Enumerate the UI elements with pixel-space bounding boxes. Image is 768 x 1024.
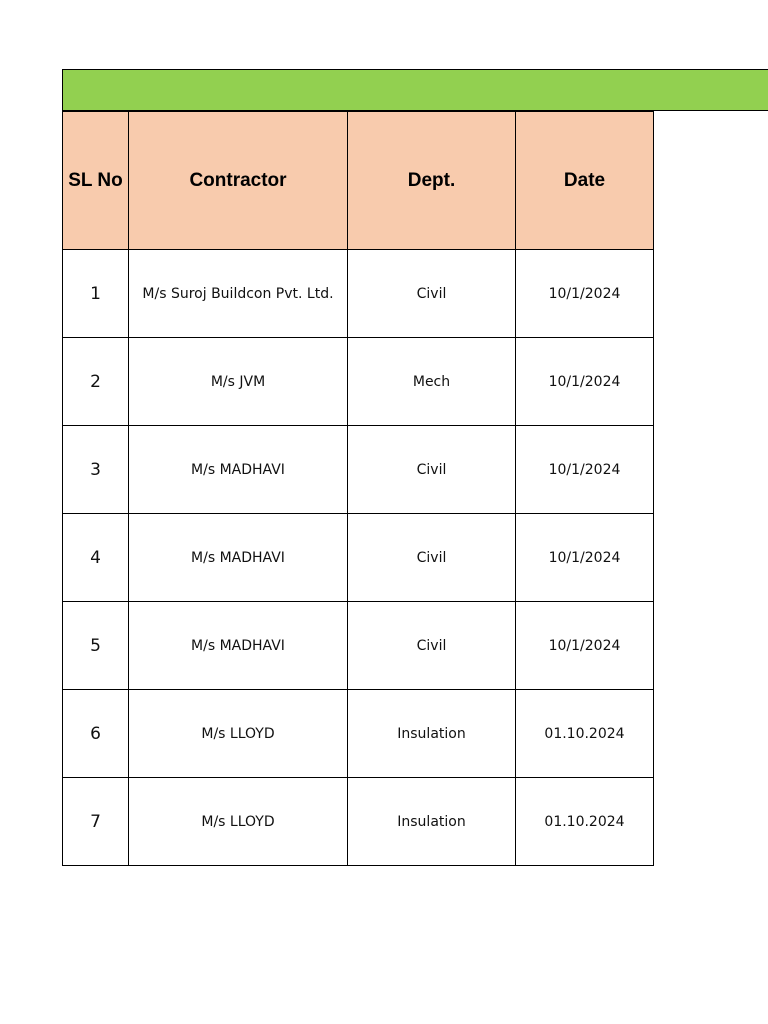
header-sl-no: SL No: [63, 112, 129, 250]
cell-sl-no: 5: [63, 602, 129, 690]
cell-sl-no: 7: [63, 778, 129, 866]
cell-date: 10/1/2024: [516, 514, 654, 602]
cell-date: 10/1/2024: [516, 602, 654, 690]
cell-dept: Civil: [348, 426, 516, 514]
cell-dept: Civil: [348, 250, 516, 338]
table-row: [63, 338, 654, 426]
cell-dept: Civil: [348, 602, 516, 690]
cell-contractor: M/s LLOYD: [129, 690, 348, 778]
cell-date: 10/1/2024: [516, 250, 654, 338]
cell-dept: Insulation: [348, 778, 516, 866]
cell-date: 10/1/2024: [516, 338, 654, 426]
cell-dept: Mech: [348, 338, 516, 426]
cell-contractor: M/s Suroj Buildcon Pvt. Ltd.: [129, 250, 348, 338]
table-row: [63, 514, 654, 602]
header-contractor: Contractor: [129, 112, 348, 250]
table-row: [63, 690, 654, 778]
title-band: [62, 69, 768, 111]
table-row: [63, 250, 654, 338]
cell-sl-no: 6: [63, 690, 129, 778]
contractor-table: [62, 111, 654, 866]
table-row: [63, 426, 654, 514]
cell-sl-no: 2: [63, 338, 129, 426]
header-date: Date: [516, 112, 654, 250]
cell-date: 01.10.2024: [516, 690, 654, 778]
cell-sl-no: 3: [63, 426, 129, 514]
cell-dept: Insulation: [348, 690, 516, 778]
cell-contractor: M/s MADHAVI: [129, 514, 348, 602]
table-row: [63, 778, 654, 866]
cell-contractor: M/s MADHAVI: [129, 426, 348, 514]
cell-date: 01.10.2024: [516, 778, 654, 866]
cell-dept: Civil: [348, 514, 516, 602]
cell-contractor: M/s JVM: [129, 338, 348, 426]
cell-date: 10/1/2024: [516, 426, 654, 514]
cell-sl-no: 1: [63, 250, 129, 338]
header-dept: Dept.: [348, 112, 516, 250]
cell-contractor: M/s MADHAVI: [129, 602, 348, 690]
table-row: [63, 602, 654, 690]
header-row: [63, 112, 654, 250]
cell-contractor: M/s LLOYD: [129, 778, 348, 866]
cell-sl-no: 4: [63, 514, 129, 602]
